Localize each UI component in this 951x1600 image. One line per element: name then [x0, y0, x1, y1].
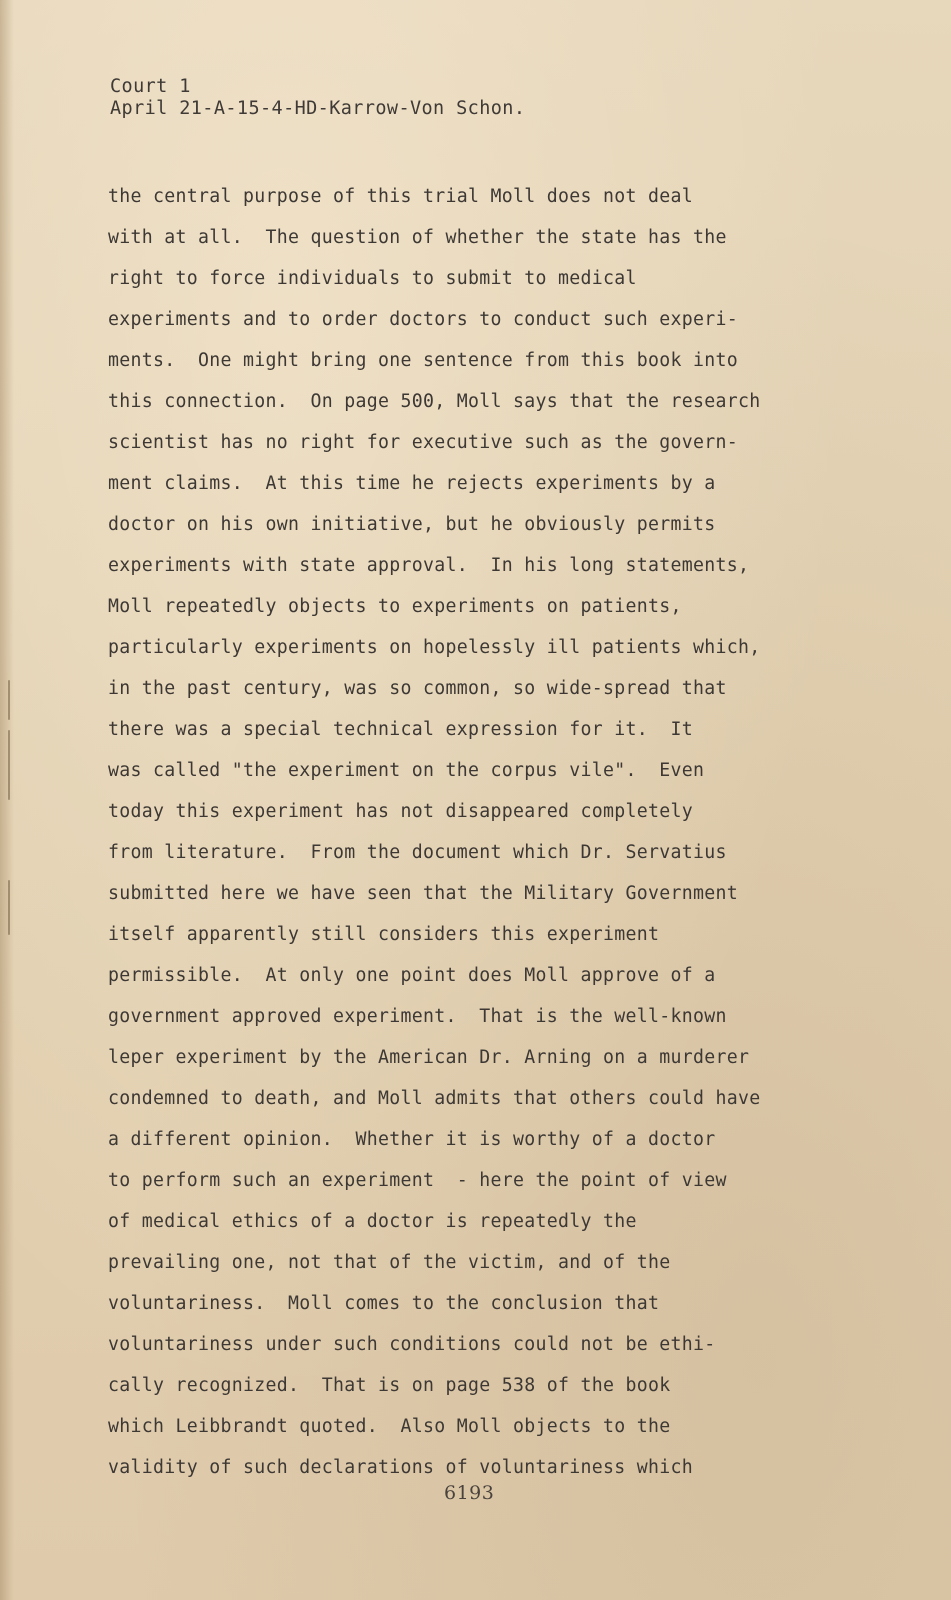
- header-court: Court 1: [110, 76, 191, 97]
- text-line: from literature. From the document which Dr. Servatius: [108, 842, 727, 863]
- text-line: to perform such an experiment - here the point of view: [108, 1170, 727, 1191]
- text-line: voluntariness under such conditions could not be ethi-: [108, 1334, 716, 1355]
- text-line: with at all. The question of whether the state has the: [108, 227, 727, 248]
- text-line: Moll repeatedly objects to experiments on patients,: [108, 596, 682, 617]
- text-line: there was a special technical expression for it. It: [108, 719, 693, 740]
- edge-mark: [8, 880, 10, 935]
- text-line: government approved experiment. That is the well-known: [108, 1006, 727, 1027]
- text-line: prevailing one, not that of the victim, and of the: [108, 1252, 671, 1273]
- text-line: validity of such declarations of voluntariness which: [108, 1457, 693, 1478]
- text-line: doctor on his own initiative, but he obviously permits: [108, 514, 716, 535]
- header-session: April 21-A-15-4-HD-Karrow-Von Schon.: [110, 98, 526, 119]
- text-line: a different opinion. Whether it is worthy of a doctor: [108, 1129, 716, 1150]
- document-header: [110, 76, 525, 120]
- edge-mark: [8, 730, 10, 800]
- text-line: particularly experiments on hopelessly ill patients which,: [108, 637, 761, 658]
- transcript-body: [108, 176, 828, 1488]
- text-line: voluntariness. Moll comes to the conclusion that: [108, 1293, 660, 1314]
- text-line: ment claims. At this time he rejects experiments by a: [108, 473, 716, 494]
- text-line: the central purpose of this trial Moll does not deal: [108, 186, 693, 207]
- text-line: today this experiment has not disappeared completely: [108, 801, 693, 822]
- text-line: leper experiment by the American Dr. Arning on a murderer: [108, 1047, 750, 1068]
- text-line: permissible. At only one point does Moll approve of a: [108, 965, 716, 986]
- text-line: experiments with state approval. In his long statements,: [108, 555, 750, 576]
- text-line: condemned to death, and Moll admits that others could have: [108, 1088, 761, 1109]
- text-line: was called "the experiment on the corpus vile". Even: [108, 760, 705, 781]
- text-line: right to force individuals to submit to medical: [108, 268, 637, 289]
- page-number: 6193: [444, 1482, 495, 1504]
- text-line: submitted here we have seen that the Military Government: [108, 883, 738, 904]
- text-line: which Leibbrandt quoted. Also Moll objects to the: [108, 1416, 671, 1437]
- text-line: cally recognized. That is on page 538 of the book: [108, 1375, 671, 1396]
- text-line: experiments and to order doctors to conduct such experi-: [108, 309, 738, 330]
- text-line: in the past century, was so common, so wide-spread that: [108, 678, 727, 699]
- text-line: of medical ethics of a doctor is repeatedly the: [108, 1211, 637, 1232]
- text-line: itself apparently still considers this experiment: [108, 924, 660, 945]
- text-line: scientist has no right for executive such as the govern-: [108, 432, 738, 453]
- page-left-edge: [0, 0, 14, 1600]
- text-line: this connection. On page 500, Moll says that the research: [108, 391, 761, 412]
- edge-mark: [8, 680, 10, 720]
- text-line: ments. One might bring one sentence from this book into: [108, 350, 738, 371]
